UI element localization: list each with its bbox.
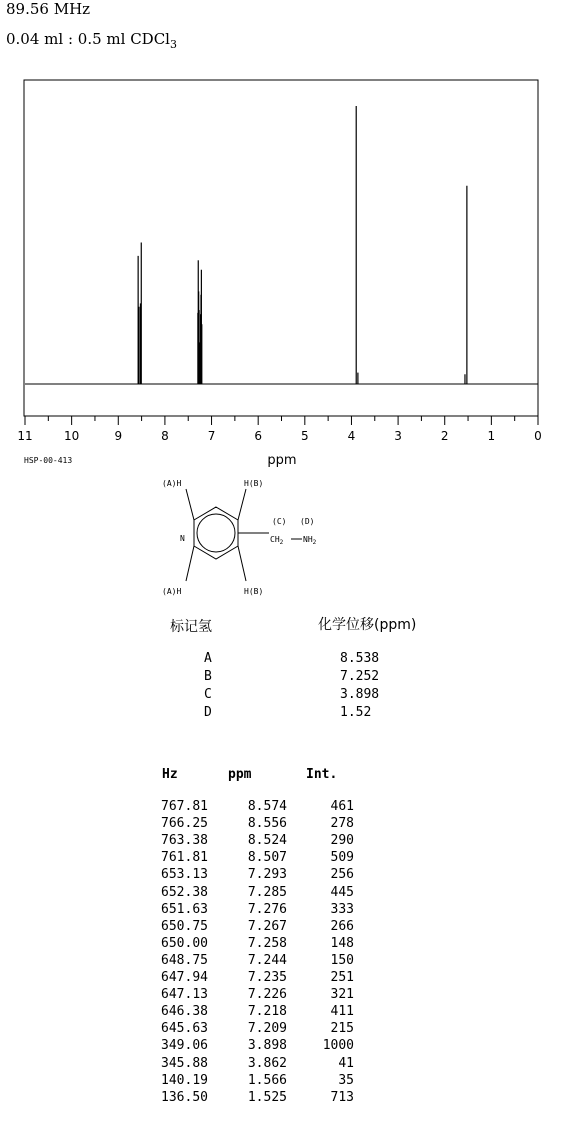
x-tick-label: 7 — [207, 429, 216, 443]
spectrum-id: HSP-00-413 — [24, 456, 73, 465]
x-tick-label: 3 — [394, 429, 402, 443]
peak-int: 713 — [330, 1089, 354, 1105]
spectrum-peaks — [25, 106, 538, 384]
frequency-label: 89.56 MHz — [6, 0, 91, 18]
x-tick-label: 11 — [17, 429, 33, 443]
label-c: (C) — [272, 517, 287, 526]
assign-label: D — [204, 705, 212, 720]
peak-header-ppm: ppm — [228, 767, 252, 782]
solvent-text: 0.04 ml : 0.5 ml CDCl — [6, 30, 170, 48]
bond-a-bot — [186, 546, 194, 581]
peak-hz: 645.63 — [161, 1021, 208, 1037]
label-a-bot: (A)H — [162, 587, 182, 596]
peak-hz: 763.38 — [161, 833, 208, 849]
assign-label: C — [204, 687, 212, 702]
pyridine-ring — [194, 507, 238, 559]
peak-ppm: 7.285 — [247, 884, 287, 900]
label-nh2: $NH_2$ — [303, 535, 317, 546]
peak-int: 461 — [330, 799, 354, 814]
label-a-top: (A)H — [162, 479, 182, 488]
peak-hz: 652.38 — [161, 884, 208, 900]
bond-a-top — [186, 489, 194, 520]
peak-int: 509 — [330, 850, 354, 866]
peak-ppm: 7.226 — [247, 987, 287, 1003]
peak-header-int: Int. — [306, 767, 338, 782]
peak-ppm: 8.556 — [247, 816, 287, 832]
peak-hz: 140.19 — [161, 1072, 208, 1088]
assign-shift: 3.898 — [340, 687, 380, 702]
x-tick-label: 5 — [300, 429, 309, 443]
peak-int: 1000 — [322, 1038, 354, 1054]
peak-ppm: 3.862 — [247, 1055, 287, 1071]
x-axis-ticks — [17, 416, 541, 443]
peak-ppm: 3.898 — [247, 1038, 287, 1054]
peak-int: 445 — [330, 884, 354, 900]
assign-shift: 8.538 — [340, 651, 380, 666]
peak-hz: 653.13 — [161, 867, 208, 883]
peak-ppm: 8.574 — [247, 799, 287, 814]
peak-hz: 648.75 — [161, 952, 208, 968]
peak-hz: 651.63 — [161, 901, 208, 917]
peak-hz: 136.50 — [161, 1089, 208, 1105]
assign-label: A — [204, 651, 212, 666]
peak-int: 148 — [330, 935, 354, 951]
peak-ppm: 1.525 — [247, 1089, 287, 1105]
peak-int: 290 — [330, 833, 354, 849]
peak-int: 251 — [330, 970, 354, 985]
peak-int: 333 — [330, 901, 354, 917]
aromatic-circle — [197, 514, 235, 552]
peak-hz: 766.25 — [161, 816, 208, 832]
peak-ppm: 8.507 — [247, 850, 287, 866]
assign-shift: 7.252 — [340, 669, 380, 684]
peak-hz: 647.94 — [161, 970, 208, 985]
peak-ppm: 7.258 — [247, 935, 287, 951]
peak-ppm: 7.244 — [247, 952, 287, 968]
peak-hz: 345.88 — [161, 1055, 208, 1071]
x-tick-label: 9 — [114, 429, 123, 443]
label-d: (D) — [300, 517, 315, 526]
peak-int: 278 — [330, 816, 354, 832]
peak-ppm: 7.218 — [247, 1004, 287, 1020]
peak-int: 256 — [330, 867, 354, 883]
x-tick-label: 10 — [63, 429, 80, 443]
peak-int: 411 — [330, 1004, 354, 1020]
peak-hz: 767.81 — [161, 799, 208, 814]
peak-ppm: 7.276 — [247, 901, 287, 917]
bond-b-top — [238, 489, 246, 520]
label-b-bot: H(B) — [244, 587, 264, 596]
peak-ppm: 7.209 — [247, 1021, 287, 1037]
peak-ppm: 7.235 — [247, 970, 287, 985]
x-tick-label: 1 — [487, 429, 496, 443]
peak-int: 41 — [338, 1055, 354, 1071]
solvent-subscript: 3 — [169, 38, 177, 51]
molecule-structure — [0, 470, 570, 605]
x-tick-label: 4 — [347, 429, 356, 443]
peak-int: 215 — [330, 1021, 354, 1037]
x-tick-label: 6 — [254, 429, 263, 443]
assign-label: B — [204, 669, 212, 684]
peak-hz: 349.06 — [161, 1038, 208, 1054]
label-b-top: H(B) — [244, 479, 264, 488]
x-tick-label: 2 — [440, 429, 449, 443]
x-tick-label: 0 — [534, 429, 542, 443]
peak-int: 266 — [330, 918, 354, 934]
peak-ppm: 8.524 — [247, 833, 287, 849]
assign-header-shift: 化学位移(ppm) — [318, 617, 417, 633]
nmr-spectrum-chart — [0, 0, 570, 470]
assign-header-hydrogen: 标记氢 — [170, 619, 212, 635]
x-tick-label: 8 — [161, 429, 169, 443]
peak-ppm: 7.267 — [247, 918, 287, 934]
peak-ppm: 7.293 — [247, 867, 287, 883]
label-ch2: $CH_2$ — [270, 535, 284, 546]
x-axis-label: ppm — [267, 453, 297, 468]
assign-shift: 1.52 — [340, 705, 372, 720]
peak-int: 150 — [330, 952, 354, 968]
peak-ppm: 1.566 — [247, 1072, 287, 1088]
peak-hz: 761.81 — [161, 850, 208, 866]
plot-frame — [24, 80, 538, 416]
peak-hz: 647.13 — [161, 987, 208, 1003]
peak-int: 35 — [338, 1072, 354, 1088]
peak-int: 321 — [330, 987, 354, 1003]
peak-hz: 650.00 — [161, 935, 208, 951]
peak-hz: 650.75 — [161, 918, 208, 934]
peak-header-hz: Hz — [162, 767, 178, 782]
peak-hz: 646.38 — [161, 1004, 208, 1020]
label-n: N — [180, 534, 185, 543]
bond-b-bot — [238, 546, 246, 581]
